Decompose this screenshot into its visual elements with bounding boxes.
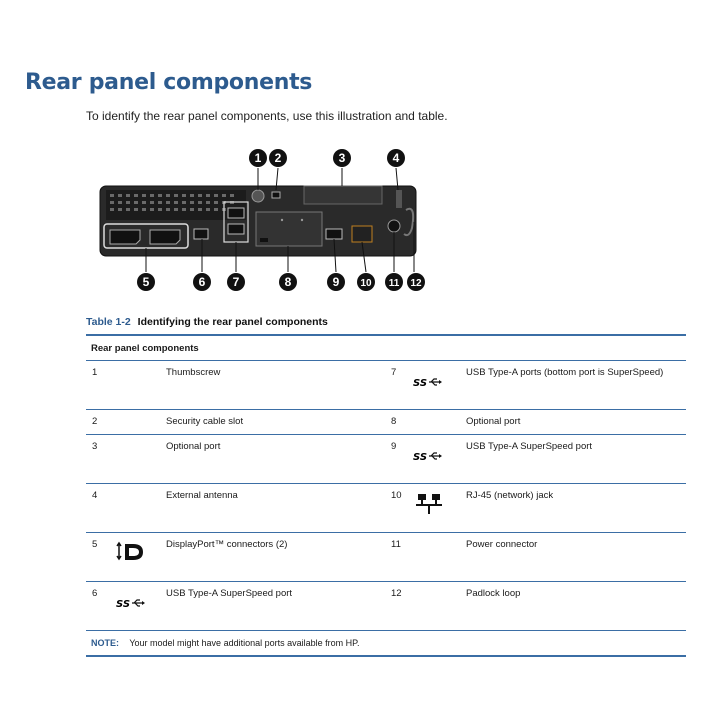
- item-number: 11: [391, 539, 401, 550]
- table-number: Table 1-2: [86, 316, 131, 328]
- item-number: 10: [391, 490, 402, 501]
- callout-label: 1: [254, 151, 262, 165]
- item-description: Padlock loop: [466, 588, 521, 599]
- callout-label: 4: [392, 151, 400, 165]
- table-row: [86, 361, 686, 410]
- callout-5: [137, 273, 155, 291]
- svg-text:SS: SS: [413, 452, 428, 463]
- callout-9: [327, 273, 345, 291]
- callout-11: [385, 273, 403, 291]
- network-icon: [416, 492, 442, 519]
- callout-label: 5: [142, 275, 150, 289]
- item-number: 3: [92, 441, 98, 452]
- item-description: Thumbscrew: [166, 367, 221, 378]
- svg-text:SS: SS: [116, 599, 131, 610]
- item-number: 7: [391, 367, 397, 378]
- callout-2: [269, 149, 287, 167]
- displayport-icon: [116, 541, 148, 566]
- callout-label: 8: [284, 275, 292, 289]
- item-description: USB Type-A SuperSpeed port: [166, 588, 293, 599]
- callout-label: 7: [232, 275, 240, 289]
- callout-4: [387, 149, 405, 167]
- callout-label: 10: [360, 278, 372, 289]
- rear-panel-illustration: [90, 140, 440, 300]
- item-description: USB Type-A ports (bottom port is SuperSpeed): [466, 367, 664, 378]
- ss-usb-icon: [413, 449, 443, 466]
- callout-label: 9: [332, 275, 340, 289]
- callout-label: 12: [410, 278, 422, 289]
- intro-text: To identify the rear panel components, use this illustration and table.: [86, 109, 448, 123]
- item-number: 8: [391, 416, 397, 427]
- callout-7: [227, 273, 245, 291]
- item-number: 5: [92, 539, 98, 550]
- callout-3: [333, 149, 351, 167]
- item-description: RJ-45 (network) jack: [466, 490, 554, 501]
- callout-8: [279, 273, 297, 291]
- table-row: [86, 533, 686, 582]
- callout-1: [249, 149, 267, 167]
- item-number: 4: [92, 490, 98, 501]
- callout-label: 11: [388, 278, 400, 289]
- svg-text:SS: SS: [413, 378, 428, 389]
- item-number: 9: [391, 441, 397, 452]
- item-number: 12: [391, 588, 402, 599]
- item-description: Optional port: [466, 416, 521, 427]
- table-row: [86, 582, 686, 631]
- item-description: Security cable slot: [166, 416, 244, 427]
- callout-label: 2: [274, 151, 282, 165]
- table-header: Rear panel components: [86, 336, 686, 361]
- callout-10: [357, 273, 375, 291]
- table-caption-text: Identifying the rear panel components: [137, 316, 328, 328]
- components-table: [86, 334, 686, 657]
- ss-usb-icon: [413, 375, 443, 392]
- item-description: Power connector: [466, 539, 538, 550]
- page-title: Rear panel components: [25, 70, 313, 95]
- vent-grille: [106, 190, 246, 220]
- item-description: DisplayPort™ connectors (2): [166, 539, 288, 550]
- callout-label: 6: [198, 275, 206, 289]
- item-description: USB Type-A SuperSpeed port: [466, 441, 593, 452]
- table-row: [86, 484, 686, 533]
- table-row: [86, 410, 686, 435]
- item-description: Optional port: [166, 441, 221, 452]
- callout-6: [193, 273, 211, 291]
- ss-usb-icon: [116, 596, 146, 613]
- note-text: Your model might have additional ports available from HP.: [129, 638, 360, 648]
- note-label: NOTE:: [91, 638, 119, 648]
- callout-label: 3: [338, 151, 346, 165]
- item-description: External antenna: [166, 490, 238, 501]
- table-caption: [86, 316, 328, 328]
- table-row: [86, 435, 686, 484]
- table-note: [86, 631, 686, 657]
- item-number: 1: [92, 367, 98, 378]
- item-number: 2: [92, 416, 98, 427]
- callout-12: [407, 273, 425, 291]
- item-number: 6: [92, 588, 98, 599]
